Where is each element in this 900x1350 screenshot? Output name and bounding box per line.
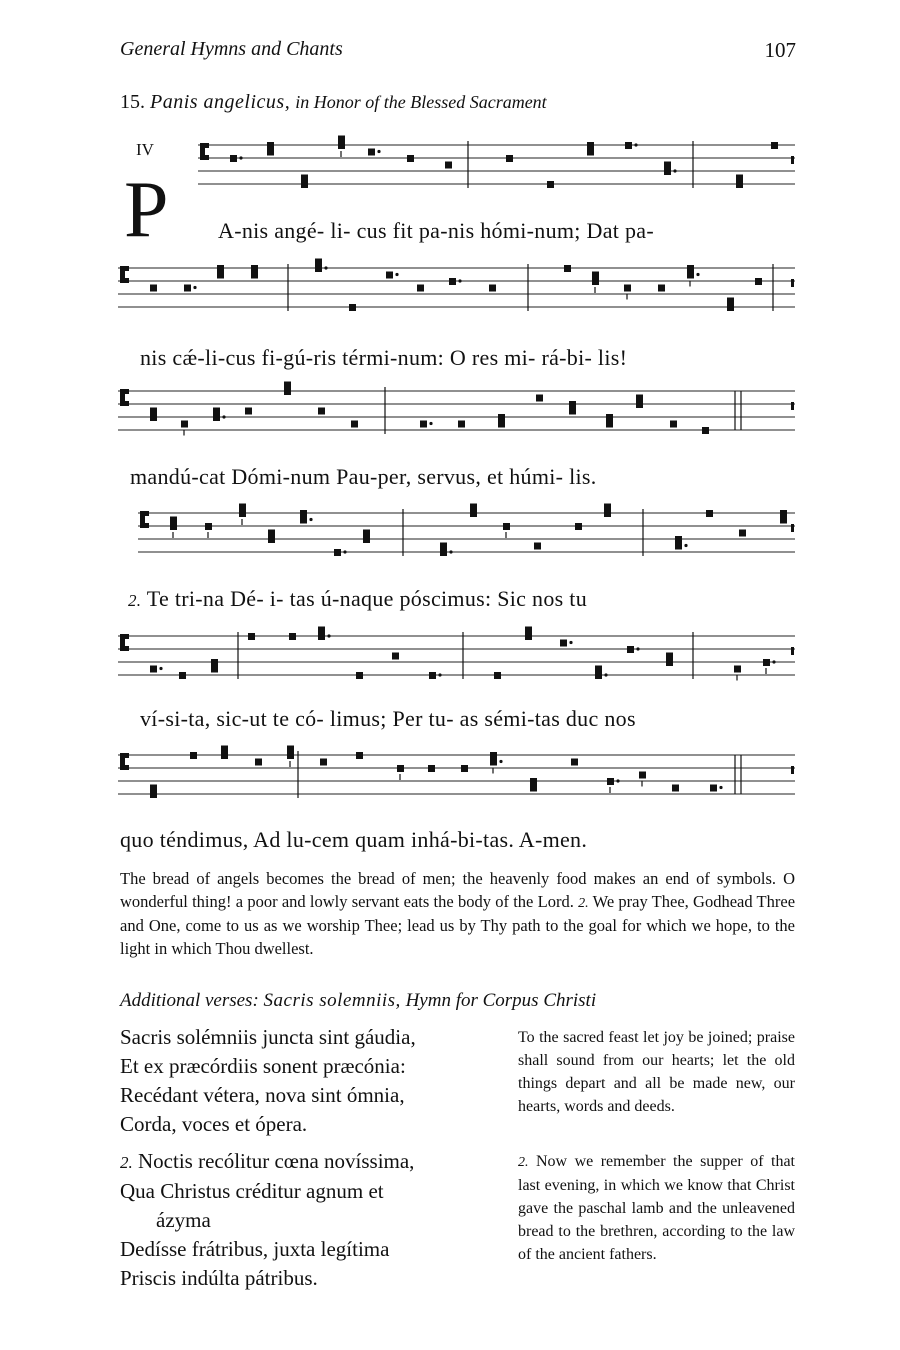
neume xyxy=(503,523,510,530)
neume xyxy=(351,421,358,428)
neume xyxy=(470,510,477,517)
mora-dot xyxy=(343,550,346,553)
verse-1-line: Corda, voces et ópera. xyxy=(120,1112,308,1136)
lyric-line-1: A-nis angé- li- cus fit pa-nis hómi-num; Dat pa- xyxy=(218,218,654,243)
verse-2-english-marker: 2. xyxy=(518,1155,529,1170)
neume xyxy=(547,181,554,188)
chant-staff-1 xyxy=(118,135,795,195)
clef-mark xyxy=(124,646,129,651)
neume xyxy=(736,181,743,188)
neume xyxy=(268,536,275,543)
clef-mark xyxy=(204,155,209,160)
neume xyxy=(267,142,274,149)
neume xyxy=(356,752,363,759)
neume xyxy=(569,401,576,408)
lyric-line-4 xyxy=(128,586,587,612)
neume xyxy=(675,536,682,543)
chant-staff-5 xyxy=(118,626,795,696)
mora-dot xyxy=(684,544,687,547)
mora-dot xyxy=(395,273,398,276)
neume xyxy=(239,510,246,517)
verse-2-line: ázyma xyxy=(156,1208,211,1232)
neume xyxy=(458,421,465,428)
lyric-line-4-text: Te tri-na Dé- i- tas ú-naque póscimus: Sic nos tu xyxy=(146,586,587,611)
neume xyxy=(490,752,497,759)
neume xyxy=(417,285,424,292)
mora-dot xyxy=(458,279,461,282)
neume xyxy=(564,265,571,272)
neume xyxy=(251,272,258,279)
neume xyxy=(301,181,308,188)
neume xyxy=(536,395,543,402)
neume xyxy=(211,666,218,673)
neume xyxy=(727,298,734,305)
verse-1-line: Et ex præcórdiis sonent præcónia: xyxy=(120,1054,406,1078)
neume xyxy=(639,772,646,779)
mora-dot xyxy=(604,673,607,676)
chant-staff-6 xyxy=(118,745,795,815)
translation-verse-marker: 2. xyxy=(578,895,589,911)
neume xyxy=(338,136,345,143)
verse-2-line-text: Noctis recólitur cœna novíssima, xyxy=(138,1149,415,1173)
neume xyxy=(736,175,743,182)
neume xyxy=(184,285,191,292)
lyric-line-3: mandú-cat Dómi-num Pau-per, servus, et húmi- lis. xyxy=(130,464,597,489)
neume xyxy=(636,395,643,402)
verse-1-latin xyxy=(120,1023,416,1139)
chant-number: 15. xyxy=(120,91,145,113)
neume xyxy=(300,517,307,524)
neume xyxy=(211,659,218,666)
chant-name: Panis angelicus, xyxy=(150,91,291,113)
mora-dot xyxy=(327,634,330,637)
neume xyxy=(150,791,157,798)
neume xyxy=(386,272,393,279)
neume xyxy=(420,421,427,428)
neume xyxy=(625,142,632,149)
neume xyxy=(368,149,375,156)
page-number: 107 xyxy=(764,38,796,62)
neume xyxy=(449,278,456,285)
verse-marker: 2. xyxy=(128,591,142,610)
clef-mark xyxy=(144,523,149,528)
neume xyxy=(440,549,447,556)
clef-mark xyxy=(124,765,129,770)
neume xyxy=(763,659,770,666)
neume xyxy=(606,421,613,428)
mora-dot xyxy=(324,266,327,269)
clef-mark xyxy=(124,389,129,394)
neume xyxy=(666,653,673,660)
neume xyxy=(284,388,291,395)
neume xyxy=(445,162,452,169)
neume xyxy=(664,168,671,175)
neume xyxy=(569,408,576,415)
neume xyxy=(595,666,602,673)
verse-2-marker: 2. xyxy=(120,1153,133,1172)
neume xyxy=(490,759,497,766)
mora-dot xyxy=(239,156,242,159)
neume xyxy=(525,627,532,634)
neume xyxy=(670,421,677,428)
neume xyxy=(440,543,447,550)
running-head: General Hymns and Chants xyxy=(120,38,343,60)
neume xyxy=(221,752,228,759)
neume xyxy=(300,510,307,517)
neume xyxy=(150,414,157,421)
verse-2-english-text: Now we remember the supper of that last evening, in which we know that Christ gave the paschal lamb and the unleavened bread to the brethren, according to the law of the ancient fathers. xyxy=(518,1153,796,1263)
translation xyxy=(120,868,795,960)
neume xyxy=(363,536,370,543)
neume xyxy=(150,408,157,415)
additional-title: Sacris solemniis, xyxy=(263,990,401,1011)
neume xyxy=(397,765,404,772)
neume xyxy=(213,414,220,421)
neume xyxy=(301,175,308,182)
neume xyxy=(498,414,505,421)
chant-staff-3 xyxy=(118,381,795,451)
neume xyxy=(734,666,741,673)
neume xyxy=(587,149,594,156)
lyric-line-6: quo téndimus, Ad lu-cem quam inhá-bi-tas. A-men. xyxy=(120,827,588,852)
custos xyxy=(791,279,794,287)
neume xyxy=(320,759,327,766)
custos xyxy=(791,524,794,532)
neume xyxy=(606,414,613,421)
clef-mark xyxy=(144,511,149,516)
mora-dot xyxy=(772,660,775,663)
neume xyxy=(179,672,186,679)
verse-2-line xyxy=(120,1147,414,1177)
verse-1-line: Recédant vétera, nova sint ómnia, xyxy=(120,1083,405,1107)
neume xyxy=(607,778,614,785)
neume xyxy=(267,149,274,156)
neume xyxy=(334,549,341,556)
neume xyxy=(287,746,294,753)
neume xyxy=(318,633,325,640)
translation-part-1: The bread of angels becomes the bread of men; the heavenly food makes an end of symbols. O wonderful thing! a poor and lowly servant eats the body of the Lord. xyxy=(120,869,795,911)
neume xyxy=(494,672,501,679)
neume xyxy=(534,543,541,550)
clef-mark xyxy=(124,753,129,758)
neume xyxy=(170,517,177,524)
lyric-line-5: ví-si-ta, sic-ut te có- limus; Per tu- as sémi-tas duc nos xyxy=(140,706,636,731)
neume xyxy=(780,517,787,524)
neume xyxy=(255,759,262,766)
mora-dot xyxy=(719,786,722,789)
neume xyxy=(675,543,682,550)
additional-prefix: Additional verses: xyxy=(120,990,259,1011)
neume xyxy=(592,272,599,279)
neume xyxy=(239,504,246,511)
translation-part-2: We pray Thee, Godhead Three and One, come to us as we worship Thee; lead us by Thy path to the goal for which we hope, to the light in which Thou dwellest. xyxy=(120,891,796,958)
neume xyxy=(498,421,505,428)
verse-2-line: Qua Christus créditur agnum et xyxy=(120,1179,384,1203)
chant-mode: IV xyxy=(136,140,154,159)
neume xyxy=(318,408,325,415)
clef-mark xyxy=(124,401,129,406)
neume xyxy=(710,785,717,792)
lyric-line-2: nis cǽ-li-cus fi-gú-ris térmi-num: O res mi- rá-bi- lis! xyxy=(140,345,628,370)
neume xyxy=(592,278,599,285)
neume xyxy=(407,155,414,162)
neume xyxy=(530,785,537,792)
mora-dot xyxy=(696,273,699,276)
clef-mark xyxy=(204,143,209,148)
mora-dot xyxy=(159,667,162,670)
neume xyxy=(658,285,665,292)
custos xyxy=(791,647,794,655)
neume xyxy=(595,672,602,679)
neume xyxy=(530,778,537,785)
neume xyxy=(392,653,399,660)
mora-dot xyxy=(636,647,639,650)
neume xyxy=(289,633,296,640)
verse-2-line: Dedísse frátribus, juxta legítima xyxy=(120,1237,390,1261)
neume xyxy=(217,272,224,279)
neume xyxy=(190,752,197,759)
custos xyxy=(791,402,794,410)
neume xyxy=(672,785,679,792)
verse-1-line: Sacris solémniis juncta sint gáudia, xyxy=(120,1025,416,1049)
neume xyxy=(230,155,237,162)
neume xyxy=(268,530,275,537)
neume xyxy=(338,142,345,149)
neume xyxy=(687,265,694,272)
clef-mark xyxy=(124,266,129,271)
neume xyxy=(318,627,325,634)
neume xyxy=(706,510,713,517)
neume xyxy=(221,746,228,753)
neume xyxy=(287,752,294,759)
neume xyxy=(687,272,694,279)
mora-dot xyxy=(449,550,452,553)
neume xyxy=(251,265,258,272)
additional-subtitle: Hymn for Corpus Christi xyxy=(405,990,597,1011)
neume xyxy=(150,785,157,792)
neume xyxy=(506,155,513,162)
neume xyxy=(428,765,435,772)
verse-2-english xyxy=(518,1150,795,1266)
mora-dot xyxy=(499,760,502,763)
neume xyxy=(702,427,709,434)
neume xyxy=(666,659,673,666)
neume xyxy=(461,765,468,772)
clef-mark xyxy=(124,634,129,639)
neume xyxy=(771,142,778,149)
neume xyxy=(604,510,611,517)
mora-dot xyxy=(616,779,619,782)
neume xyxy=(604,504,611,511)
neume xyxy=(587,142,594,149)
neume xyxy=(727,304,734,311)
neume xyxy=(624,285,631,292)
neume xyxy=(780,510,787,517)
neume xyxy=(284,382,291,389)
neume xyxy=(489,285,496,292)
verse-2-latin xyxy=(120,1147,414,1293)
neume xyxy=(217,265,224,272)
neume xyxy=(429,672,436,679)
mora-dot xyxy=(438,673,441,676)
mora-dot xyxy=(222,415,225,418)
chant-subtitle: in Honor of the Blessed Sacrament xyxy=(295,92,547,112)
verse-1-english: To the sacred feast let joy be joined; praise shall sound from our hearts; let the old things depart and all be made new, our hearts, words and deeds. xyxy=(518,1029,795,1115)
neume xyxy=(560,640,567,647)
neume xyxy=(349,304,356,311)
neume xyxy=(627,646,634,653)
neume xyxy=(636,401,643,408)
mora-dot xyxy=(429,422,432,425)
mora-dot xyxy=(569,641,572,644)
neume xyxy=(315,259,322,266)
mora-dot xyxy=(193,286,196,289)
neume xyxy=(315,265,322,272)
neume xyxy=(739,530,746,537)
neume xyxy=(755,278,762,285)
custos xyxy=(791,766,794,774)
neume xyxy=(245,408,252,415)
clef-mark xyxy=(124,278,129,283)
chant-staff-2 xyxy=(118,258,795,328)
custos xyxy=(791,156,794,164)
chant-staff-4 xyxy=(118,503,795,573)
neume xyxy=(575,523,582,530)
neume xyxy=(664,162,671,169)
neume xyxy=(150,666,157,673)
mora-dot xyxy=(673,169,676,172)
mora-dot xyxy=(309,518,312,521)
neume xyxy=(213,408,220,415)
neume xyxy=(363,530,370,537)
neume xyxy=(571,759,578,766)
neume xyxy=(170,523,177,530)
verse-2-line: Priscis indúlta pátribus. xyxy=(120,1266,318,1290)
neume xyxy=(150,285,157,292)
neume xyxy=(470,504,477,511)
neume xyxy=(205,523,212,530)
neume xyxy=(525,633,532,640)
mora-dot xyxy=(634,143,637,146)
neume xyxy=(248,633,255,640)
additional-verses-heading xyxy=(120,990,596,1012)
mora-dot xyxy=(377,150,380,153)
neume xyxy=(181,421,188,428)
drop-cap: P xyxy=(124,166,169,254)
neume xyxy=(356,672,363,679)
chant-title xyxy=(120,91,547,114)
